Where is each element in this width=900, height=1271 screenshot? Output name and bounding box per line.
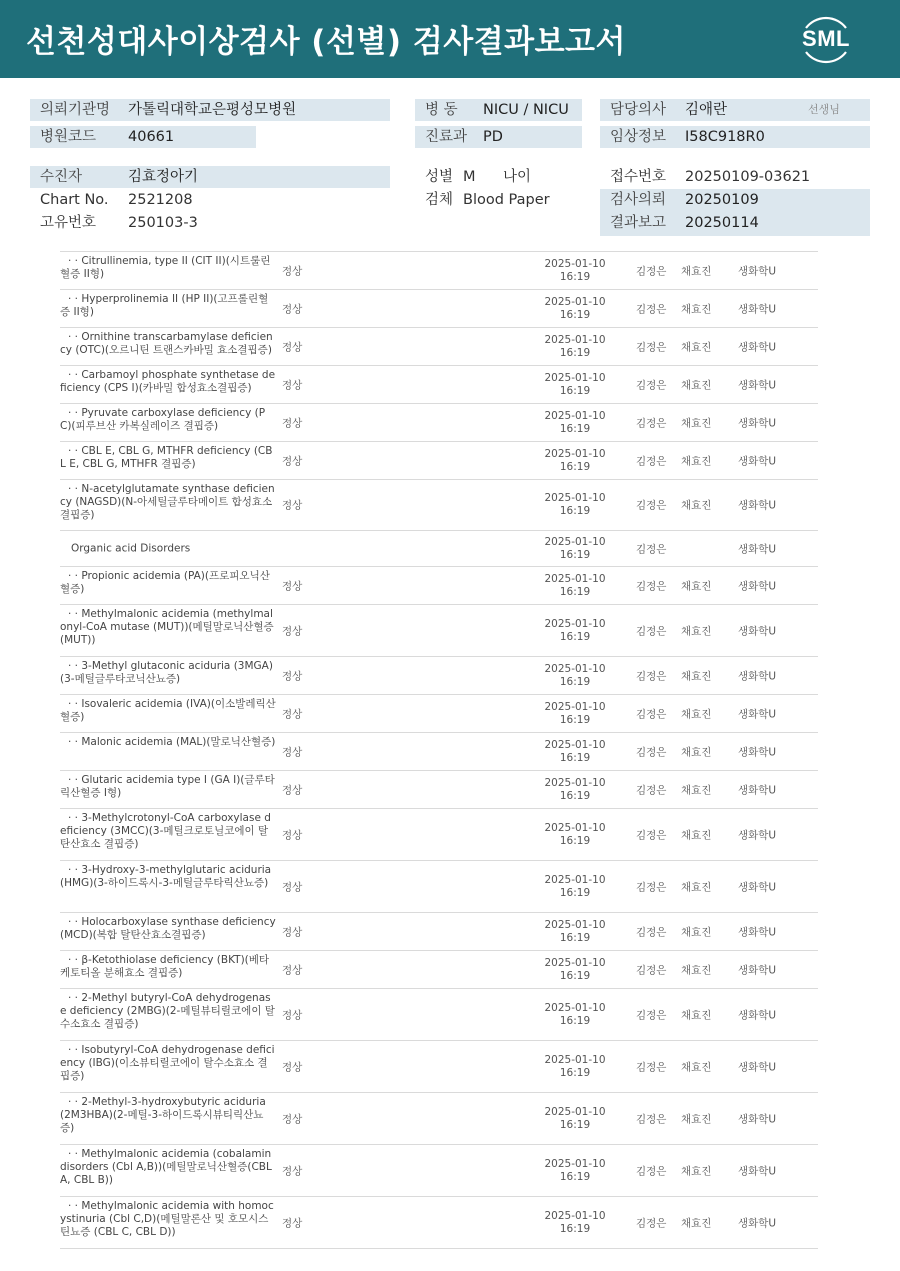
result-date: 2025-01-10 xyxy=(544,257,606,270)
tester-name: 김정은 xyxy=(636,417,667,429)
report-header-banner xyxy=(0,0,900,78)
lab-dept: 생화학U xyxy=(738,303,777,315)
verifier-name: 채효진 xyxy=(681,746,712,758)
result-time: 16:19 xyxy=(559,630,591,643)
test-name: · · Pyruvate carboxylase deficiency (PC)(피루브산 카복실레이즈 결핍증) xyxy=(60,407,266,432)
result-row xyxy=(60,733,818,771)
test-name: · · 2-Methyl-3-hydroxybutyric aciduria (2M3HBA)(2-메틸-3-하이드록시뷰티릭산뇨증) xyxy=(60,1096,266,1134)
tester-name: 김정은 xyxy=(636,580,667,592)
ward-field xyxy=(415,99,582,121)
institution-label: 의뢰기관명 xyxy=(40,102,111,118)
verifier-name: 채효진 xyxy=(681,303,712,315)
test-name: · · Malonic acidemia (MAL)(말로닉산혈증) xyxy=(68,736,276,748)
test-name: · · Citrullinemia, type II (CIT II)(시트룰린혈증 II형) xyxy=(60,255,271,280)
result-value: 정상 xyxy=(282,1113,303,1125)
result-time: 16:19 xyxy=(559,270,591,283)
result-date: 2025-01-10 xyxy=(544,617,606,630)
result-time: 16:19 xyxy=(559,675,591,688)
lab-dept: 생화학U xyxy=(738,265,777,277)
result-time: 16:19 xyxy=(559,460,591,473)
result-datetime xyxy=(530,1002,620,1028)
test-name: · · 3-Methylcrotonyl-CoA carboxylase deficiency (3MCC)(3-메틸크로토닐코에이 탈탄산효소 결핍증) xyxy=(60,812,271,850)
verifier-name: 채효진 xyxy=(681,926,712,938)
result-value: 정상 xyxy=(282,784,303,796)
dept-label: 진료과 xyxy=(425,129,468,145)
lab-dept: 생화학U xyxy=(738,708,777,720)
lab-dept: 생화학U xyxy=(738,1009,777,1021)
result-value: 정상 xyxy=(282,265,303,277)
tester-name: 김정은 xyxy=(636,303,667,315)
chart-no-label: Chart No. xyxy=(40,192,109,208)
result-date: 2025-01-10 xyxy=(544,535,606,548)
verifier-name: 채효진 xyxy=(681,455,712,467)
result-date: 2025-01-10 xyxy=(544,1001,606,1014)
result-value: 정상 xyxy=(282,746,303,758)
clinical-info-label: 임상정보 xyxy=(610,129,667,145)
result-value: 정상 xyxy=(282,1165,303,1177)
tester-name: 김정은 xyxy=(636,784,667,796)
result-datetime xyxy=(530,822,620,848)
verifier-name: 채효진 xyxy=(681,625,712,637)
dept-value: PD xyxy=(483,129,503,145)
doctor-field xyxy=(600,99,870,121)
result-value: 정상 xyxy=(282,455,303,467)
result-value: 정상 xyxy=(282,499,303,512)
lab-dept: 생화학U xyxy=(738,417,777,429)
result-date: 2025-01-10 xyxy=(544,371,606,384)
receipt-no-label: 접수번호 xyxy=(610,169,667,185)
lab-dept: 생화학U xyxy=(738,964,777,976)
verifier-name: 채효진 xyxy=(681,1113,712,1125)
tester-name: 김정은 xyxy=(636,499,667,512)
result-datetime xyxy=(530,536,620,562)
result-time: 16:19 xyxy=(559,751,591,764)
result-date: 2025-01-10 xyxy=(544,572,606,585)
lab-dept: 생화학U xyxy=(738,379,777,391)
tester-name: 김정은 xyxy=(636,964,667,976)
lab-dept: 생화학U xyxy=(738,784,777,796)
lab-dept: 생화학U xyxy=(738,670,777,682)
test-name: · · Methylmalonic acidemia (methylmalonyl-CoA mutase (MUT))(메틸말로닉산혈증 (MUT)) xyxy=(60,608,274,646)
result-time: 16:19 xyxy=(559,505,591,517)
result-value: 정상 xyxy=(282,379,303,391)
result-value: 정상 xyxy=(282,1061,303,1073)
result-time: 16:19 xyxy=(559,1118,591,1131)
result-row xyxy=(60,605,818,657)
result-row xyxy=(60,531,818,567)
lab-dept: 생화학U xyxy=(738,881,777,893)
request-date-label: 검사의뢰 xyxy=(610,192,667,208)
lab-dept: 생화학U xyxy=(738,543,777,555)
result-date: 2025-01-10 xyxy=(544,1209,606,1222)
result-value: 정상 xyxy=(282,1009,303,1021)
test-name: Organic acid Disorders xyxy=(71,542,191,554)
report-title: 선천성대사이상검사 (선별) 검사결과보고서 xyxy=(26,24,626,60)
tester-name: 김정은 xyxy=(636,1061,667,1073)
tester-name: 김정은 xyxy=(636,1113,667,1125)
verifier-name: 채효진 xyxy=(681,379,712,391)
result-time: 16:19 xyxy=(559,1014,591,1027)
result-time: 16:19 xyxy=(559,1170,591,1183)
patient-field xyxy=(30,166,390,188)
result-row xyxy=(60,695,818,733)
tester-name: 김정은 xyxy=(636,543,667,555)
result-row xyxy=(60,567,818,605)
report-date-value: 20250114 xyxy=(685,215,759,231)
result-time: 16:19 xyxy=(559,931,591,944)
verifier-name: 채효진 xyxy=(681,1009,712,1021)
verifier-name: 채효진 xyxy=(681,417,712,429)
test-name: · · Isovaleric acidemia (IVA)(이소발레릭산혈증) xyxy=(60,698,276,723)
sml-logo xyxy=(798,12,854,68)
test-name: · · 2-Methyl butyryl-CoA dehydrogenase deficiency (2MBG)(2-메틸뷰티릴코에이 탈수소효소 결핍증) xyxy=(60,992,275,1030)
lab-dept: 생화학U xyxy=(738,746,777,758)
tester-name: 김정은 xyxy=(636,341,667,353)
hospital-code-field xyxy=(30,126,256,148)
sex-label: 성별 xyxy=(425,169,454,185)
result-datetime xyxy=(530,296,620,322)
result-value: 정상 xyxy=(282,1217,303,1229)
result-value: 정상 xyxy=(282,708,303,720)
result-row xyxy=(60,404,818,442)
patient-label: 수진자 xyxy=(40,169,83,185)
tester-name: 김정은 xyxy=(636,708,667,720)
result-row xyxy=(60,1041,818,1093)
result-datetime xyxy=(530,777,620,803)
result-time: 16:19 xyxy=(559,585,591,598)
result-datetime xyxy=(530,258,620,284)
result-time: 16:19 xyxy=(559,346,591,359)
doctor-label: 담당의사 xyxy=(610,102,667,118)
result-datetime xyxy=(530,874,620,900)
result-date: 2025-01-10 xyxy=(544,1105,606,1118)
result-row xyxy=(60,442,818,480)
receipt-no-value: 20250109-03621 xyxy=(685,169,811,185)
result-row xyxy=(60,1093,818,1145)
tester-name: 김정은 xyxy=(636,881,667,893)
result-time: 16:19 xyxy=(559,969,591,982)
lab-dept: 생화학U xyxy=(738,341,777,353)
lab-dept: 생화학U xyxy=(738,455,777,467)
verifier-name: 채효진 xyxy=(681,341,712,353)
result-value: 정상 xyxy=(282,670,303,682)
tester-name: 김정은 xyxy=(636,379,667,391)
result-datetime xyxy=(530,1158,620,1184)
result-row xyxy=(60,366,818,404)
lab-dept: 생화학U xyxy=(738,829,777,841)
result-date: 2025-01-10 xyxy=(544,873,606,886)
verifier-name: 채효진 xyxy=(681,265,712,277)
tester-name: 김정은 xyxy=(636,265,667,277)
result-time: 16:19 xyxy=(559,886,591,899)
test-name: · · Carbamoyl phosphate synthetase deficiency (CPS I)(카바밀 합성효소결핍증) xyxy=(60,369,276,394)
specimen-label: 검체 xyxy=(425,192,454,208)
result-date: 2025-01-10 xyxy=(544,492,606,504)
lab-dept: 생화학U xyxy=(738,1217,777,1229)
result-datetime xyxy=(530,410,620,436)
doctor-suffix: 선생님 xyxy=(808,103,840,116)
verifier-name: 채효진 xyxy=(681,964,712,976)
result-date: 2025-01-10 xyxy=(544,409,606,422)
tester-name: 김정은 xyxy=(636,625,667,637)
result-date: 2025-01-10 xyxy=(544,821,606,834)
result-date: 2025-01-10 xyxy=(544,700,606,713)
result-date: 2025-01-10 xyxy=(544,1157,606,1170)
result-datetime xyxy=(530,1106,620,1132)
result-time: 16:19 xyxy=(559,713,591,726)
result-datetime xyxy=(530,372,620,398)
tester-name: 김정은 xyxy=(636,670,667,682)
result-row xyxy=(60,480,818,531)
verifier-name: 채효진 xyxy=(681,829,712,841)
lab-dept: 생화학U xyxy=(738,499,777,512)
hospital-code-value: 40661 xyxy=(128,129,175,145)
tester-name: 김정은 xyxy=(636,829,667,841)
result-row xyxy=(60,657,818,695)
verifier-name: 채효진 xyxy=(681,784,712,796)
lab-dept: 생화학U xyxy=(738,1113,777,1125)
clinical-info-field xyxy=(600,126,870,148)
result-date: 2025-01-10 xyxy=(544,776,606,789)
tester-name: 김정은 xyxy=(636,1009,667,1021)
unique-no-value: 250103-3 xyxy=(128,215,198,231)
lab-dept: 생화학U xyxy=(738,1061,777,1073)
test-name: · · 3-Methyl glutaconic aciduria (3MGA)(3-메틸글루타코닉산뇨증) xyxy=(60,660,273,685)
result-time: 16:19 xyxy=(559,308,591,321)
result-value: 정상 xyxy=(282,926,303,938)
test-name: · · CBL E, CBL G, MTHFR deficiency (CBL E, CBL G, MTHFR 결핍증) xyxy=(60,445,273,470)
result-value: 정상 xyxy=(282,829,303,841)
result-date: 2025-01-10 xyxy=(544,333,606,346)
patient-value: 김효정아기 xyxy=(128,169,199,185)
verifier-name: 채효진 xyxy=(681,881,712,893)
test-name: · · Glutaric acidemia type I (GA I)(글루타릭산혈증 I형) xyxy=(60,774,275,799)
verifier-name: 채효진 xyxy=(681,1165,712,1177)
test-name: · · Methylmalonic acidemia (cobalamin disorders (Cbl A,B))(메틸말로닉산혈증(CBL A, CBL B)) xyxy=(60,1148,272,1186)
result-row xyxy=(60,951,818,989)
test-name: · · Isobutyryl-CoA dehydrogenase deficiency (IBG)(이소뷰티릴코에이 탈수소효소 결핍증) xyxy=(60,1044,275,1082)
result-time: 16:19 xyxy=(559,384,591,397)
result-value: 정상 xyxy=(282,417,303,429)
result-date: 2025-01-10 xyxy=(544,956,606,969)
request-date-value: 20250109 xyxy=(685,192,759,208)
result-row xyxy=(60,771,818,809)
result-row xyxy=(60,989,818,1041)
report-date-label: 결과보고 xyxy=(610,215,667,231)
result-datetime xyxy=(530,573,620,599)
result-date: 2025-01-10 xyxy=(544,918,606,931)
test-name: · · Holocarboxylase synthase deficiency (MCD)(복합 탈탄산효소결핍증) xyxy=(60,916,276,941)
result-time: 16:19 xyxy=(559,422,591,435)
logo-text: SML xyxy=(802,26,850,51)
result-row xyxy=(60,290,818,328)
lab-dept: 생화학U xyxy=(738,1165,777,1177)
result-datetime xyxy=(530,701,620,727)
result-time: 16:19 xyxy=(559,548,591,561)
result-datetime xyxy=(530,492,620,518)
tester-name: 김정은 xyxy=(636,1217,667,1229)
institution-value: 가톨릭대학교은평성모병원 xyxy=(128,102,297,118)
result-datetime xyxy=(530,739,620,765)
result-value: 정상 xyxy=(282,341,303,353)
lab-dept: 생화학U xyxy=(738,625,777,637)
lab-dept: 생화학U xyxy=(738,926,777,938)
sex-value: M xyxy=(463,169,476,185)
specimen-value: Blood Paper xyxy=(463,192,550,208)
ward-value: NICU / NICU xyxy=(483,102,569,118)
verifier-name: 채효진 xyxy=(681,1217,712,1229)
result-row xyxy=(60,1197,818,1249)
doctor-value: 김애란 xyxy=(685,102,728,118)
result-time: 16:19 xyxy=(559,1066,591,1079)
lab-dept: 생화학U xyxy=(738,580,777,592)
test-name: · · Hyperprolinemia II (HP II)(고프롤린혈증 II형) xyxy=(60,293,269,318)
results-table xyxy=(60,251,818,1249)
result-datetime xyxy=(530,448,620,474)
age-label: 나이 xyxy=(503,169,532,185)
result-datetime xyxy=(530,957,620,983)
result-datetime xyxy=(530,334,620,360)
chart-no-value: 2521208 xyxy=(128,192,193,208)
tester-name: 김정은 xyxy=(636,455,667,467)
result-row xyxy=(60,328,818,366)
test-name: · · Propionic acidemia (PA)(프로피오닉산혈증) xyxy=(60,570,270,595)
result-time: 16:19 xyxy=(559,789,591,802)
tester-name: 김정은 xyxy=(636,746,667,758)
result-row xyxy=(60,809,818,861)
test-name: · · 3-Hydroxy-3-methylglutaric aciduria (HMG)(3-하이드록시-3-메틸글루타릭산뇨증) xyxy=(60,864,272,889)
hospital-code-label: 병원코드 xyxy=(40,129,97,145)
dates-field xyxy=(600,189,870,236)
result-value: 정상 xyxy=(282,303,303,315)
result-time: 16:19 xyxy=(559,1222,591,1235)
result-date: 2025-01-10 xyxy=(544,447,606,460)
result-row xyxy=(60,913,818,951)
result-value: 정상 xyxy=(282,625,303,637)
verifier-name: 채효진 xyxy=(681,499,712,512)
unique-no-label: 고유번호 xyxy=(40,215,97,231)
test-name: · · β-Ketothiolase deficiency (BKT)(베타케토티올 분해효소 결핍증) xyxy=(60,954,270,979)
result-date: 2025-01-10 xyxy=(544,738,606,751)
result-datetime xyxy=(530,1210,620,1236)
verifier-name: 채효진 xyxy=(681,1061,712,1073)
test-name: · · Ornithine transcarbamylase deficiency (OTC)(오르니틴 트랜스카바밀 효소결핍증) xyxy=(60,331,273,356)
institution-field xyxy=(30,99,390,121)
verifier-name: 채효진 xyxy=(681,708,712,720)
result-value: 정상 xyxy=(282,580,303,592)
tester-name: 김정은 xyxy=(636,1165,667,1177)
result-datetime xyxy=(530,1054,620,1080)
dept-field xyxy=(415,126,582,148)
test-name: · · N-acetylglutamate synthase deficiency (NAGSD)(N-아세틸글루타메이트 합성효소 결핍증) xyxy=(60,483,275,521)
test-name: · · Methylmalonic acidemia with homocystinuria (Cbl C,D)(메틸말론산 및 호모시스틴뇨증 (CBL C, CBL D)) xyxy=(60,1200,274,1238)
result-time: 16:19 xyxy=(559,834,591,847)
verifier-name: 채효진 xyxy=(681,580,712,592)
result-datetime xyxy=(530,663,620,689)
result-date: 2025-01-10 xyxy=(544,1053,606,1066)
result-value: 정상 xyxy=(282,881,303,893)
result-date: 2025-01-10 xyxy=(544,295,606,308)
verifier-name: 채효진 xyxy=(681,670,712,682)
tester-name: 김정은 xyxy=(636,926,667,938)
result-row xyxy=(60,861,818,913)
result-date: 2025-01-10 xyxy=(544,662,606,675)
result-row xyxy=(60,1145,818,1197)
ward-label: 병 동 xyxy=(425,102,458,118)
result-row xyxy=(60,252,818,290)
result-value: 정상 xyxy=(282,964,303,976)
result-datetime xyxy=(530,618,620,644)
clinical-info-value: I58C918R0 xyxy=(685,129,765,145)
result-datetime xyxy=(530,919,620,945)
